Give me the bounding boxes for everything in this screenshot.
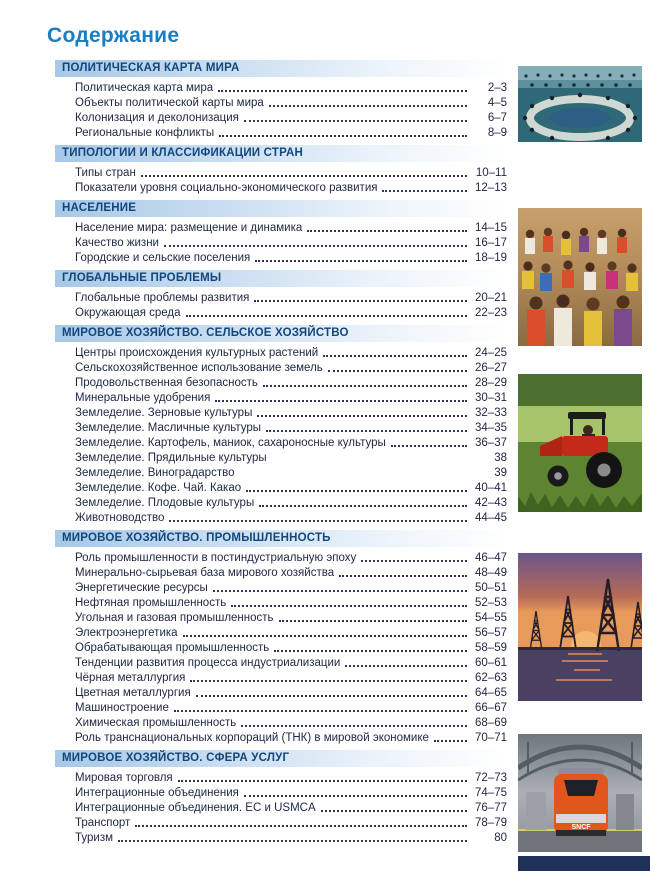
toc-entry-label: Земледелие. Плодовые культуры bbox=[75, 497, 255, 509]
toc-entry-pages: 12–13 bbox=[475, 182, 507, 194]
toc-entry bbox=[55, 360, 507, 375]
dot-leader bbox=[434, 740, 467, 742]
toc-entry-label: Колонизация и деколонизация bbox=[75, 112, 239, 124]
dot-leader bbox=[339, 575, 467, 577]
train-station-photo bbox=[518, 734, 642, 852]
toc-entry-label: Энергетические ресурсы bbox=[75, 582, 208, 594]
toc-entry-pages: 40–41 bbox=[475, 482, 507, 494]
dot-leader bbox=[279, 620, 467, 622]
dot-leader bbox=[141, 175, 467, 177]
toc-entry-label: Животноводство bbox=[75, 512, 165, 524]
toc-entry bbox=[55, 390, 507, 405]
toc-entry bbox=[55, 420, 507, 435]
dot-leader bbox=[183, 635, 467, 637]
toc-entry-pages: 6–7 bbox=[487, 112, 507, 124]
toc-entry bbox=[55, 815, 507, 830]
toc-entry bbox=[55, 610, 507, 625]
toc-entry-label: Типы стран bbox=[75, 167, 136, 179]
toc-entry-pages: 60–61 bbox=[475, 657, 507, 669]
toc-entry-pages: 20–21 bbox=[475, 292, 507, 304]
page-title: Содержание bbox=[47, 24, 180, 47]
toc-entry bbox=[55, 785, 507, 800]
train-logo: SNCF bbox=[571, 824, 591, 831]
toc-entry bbox=[55, 730, 507, 745]
toc-entry-pages: 44–45 bbox=[475, 512, 507, 524]
dot-leader bbox=[244, 120, 467, 122]
dot-leader bbox=[219, 135, 467, 137]
dot-leader bbox=[323, 355, 467, 357]
toc-entry-pages: 64–65 bbox=[475, 687, 507, 699]
toc-entry-pages: 54–55 bbox=[475, 612, 507, 624]
toc-entry bbox=[55, 685, 507, 700]
toc-entry-label: Центры происхождения культурных растений bbox=[75, 347, 319, 359]
toc-entry bbox=[55, 595, 507, 610]
toc-entry-label: Чёрная металлургия bbox=[75, 672, 186, 684]
section-header: МИРОВОЕ ХОЗЯЙСТВО. СФЕРА УСЛУГ bbox=[55, 750, 507, 767]
dot-leader bbox=[218, 90, 467, 92]
toc-entry-label: Земледелие. Кофе. Чай. Какао bbox=[75, 482, 242, 494]
footer-bar bbox=[518, 856, 650, 871]
toc-entry bbox=[55, 125, 507, 140]
toc-entry-pages: 16–17 bbox=[475, 237, 507, 249]
toc-entry bbox=[55, 235, 507, 250]
toc-entry-label: Мировая торговля bbox=[75, 772, 173, 784]
toc-entry-label: Туризм bbox=[75, 832, 113, 844]
dot-leader bbox=[169, 520, 467, 522]
toc-entry bbox=[55, 670, 507, 685]
toc-entry-pages: 62–63 bbox=[475, 672, 507, 684]
toc-entry-pages: 10–11 bbox=[475, 167, 507, 179]
toc-entry-pages: 24–25 bbox=[475, 347, 507, 359]
toc-entry bbox=[55, 180, 507, 195]
toc-entry-pages: 18–19 bbox=[475, 252, 507, 264]
toc-entry-pages: 56–57 bbox=[475, 627, 507, 639]
toc-entry-label: Качество жизни bbox=[75, 237, 159, 249]
toc-entry-pages: 70–71 bbox=[475, 732, 507, 744]
toc-entry-label: Обрабатывающая промышленность bbox=[75, 642, 270, 654]
dot-leader bbox=[263, 385, 467, 387]
section-header: ГЛОБАЛЬНЫЕ ПРОБЛЕМЫ bbox=[55, 270, 507, 287]
toc-entry-pages: 50–51 bbox=[475, 582, 507, 594]
section-header: МИРОВОЕ ХОЗЯЙСТВО. ПРОМЫШЛЕННОСТЬ bbox=[55, 530, 507, 547]
toc-entry-label: Показатели уровня социально-экономического развития bbox=[75, 182, 378, 194]
toc-entry-pages: 38 bbox=[494, 452, 507, 464]
toc-entry-label: Региональные конфликты bbox=[75, 127, 215, 139]
toc-entry-pages: 72–73 bbox=[475, 772, 507, 784]
toc-entry bbox=[55, 580, 507, 595]
toc-entry-label: Продовольственная безопасность bbox=[75, 377, 258, 389]
dot-leader bbox=[186, 315, 467, 317]
toc-entry-pages: 74–75 bbox=[475, 787, 507, 799]
dot-leader bbox=[241, 725, 467, 727]
toc-entry-pages: 32–33 bbox=[475, 407, 507, 419]
toc-entry-label: Городские и сельские поселения bbox=[75, 252, 251, 264]
dot-leader bbox=[391, 445, 467, 447]
toc-entry bbox=[55, 495, 507, 510]
toc-entry-pages: 2–3 bbox=[487, 82, 507, 94]
dot-leader bbox=[135, 825, 467, 827]
toc-entry bbox=[55, 345, 507, 360]
toc-entry-label: Окружающая среда bbox=[75, 307, 181, 319]
toc-entry-label: Роль транснациональных корпораций (ТНК) в мировой экономике bbox=[75, 732, 429, 744]
dot-leader bbox=[246, 490, 467, 492]
toc-entry bbox=[55, 480, 507, 495]
toc-entry bbox=[55, 510, 507, 525]
toc-entry-label: Машиностроение bbox=[75, 702, 169, 714]
toc-entry bbox=[55, 700, 507, 715]
toc-entry-pages: 52–53 bbox=[475, 597, 507, 609]
toc-entry bbox=[55, 95, 507, 110]
section-header: ПОЛИТИЧЕСКАЯ КАРТА МИРА bbox=[55, 60, 507, 77]
dot-leader bbox=[118, 840, 467, 842]
dot-leader bbox=[382, 190, 467, 192]
dot-leader bbox=[361, 560, 467, 562]
toc bbox=[55, 60, 507, 845]
dot-leader bbox=[215, 400, 467, 402]
toc-entry-pages: 58–59 bbox=[475, 642, 507, 654]
toc-entry-label: Химическая промышленность bbox=[75, 717, 237, 729]
toc-entry bbox=[55, 80, 507, 95]
toc-entry bbox=[55, 250, 507, 265]
toc-entry-pages: 22–23 bbox=[475, 307, 507, 319]
toc-entry-pages: 46–47 bbox=[475, 552, 507, 564]
toc-entry-label: Население мира: размещение и динамика bbox=[75, 222, 303, 234]
toc-entry bbox=[55, 770, 507, 785]
section-header: НАСЕЛЕНИЕ bbox=[55, 200, 507, 217]
toc-entry-label: Объекты политической карты мира bbox=[75, 97, 264, 109]
dot-leader bbox=[174, 710, 467, 712]
toc-entry bbox=[55, 450, 507, 465]
dot-leader bbox=[178, 780, 467, 782]
toc-entry bbox=[55, 290, 507, 305]
conference-hall-photo bbox=[518, 66, 642, 142]
dot-leader bbox=[307, 230, 467, 232]
toc-entry-label: Тенденции развития процесса индустриализации bbox=[75, 657, 341, 669]
dot-leader bbox=[244, 795, 467, 797]
section-header: ТИПОЛОГИИ И КЛАССИФИКАЦИИ СТРАН bbox=[55, 145, 507, 162]
toc-entry-label: Минерально-сырьевая база мирового хозяйства bbox=[75, 567, 335, 579]
toc-entry bbox=[55, 655, 507, 670]
toc-entry-pages: 8–9 bbox=[487, 127, 507, 139]
dot-leader bbox=[213, 590, 467, 592]
toc-entry-label: Транспорт bbox=[75, 817, 131, 829]
toc-entry-label: Земледелие. Прядильные культуры bbox=[75, 452, 267, 464]
dot-leader bbox=[257, 415, 467, 417]
dot-leader bbox=[164, 245, 467, 247]
toc-entry-pages: 34–35 bbox=[475, 422, 507, 434]
toc-entry bbox=[55, 800, 507, 815]
toc-entry-pages: 80 bbox=[494, 832, 507, 844]
toc-entry bbox=[55, 165, 507, 180]
toc-entry-pages: 39 bbox=[494, 467, 507, 479]
toc-entry-pages: 4–5 bbox=[487, 97, 507, 109]
toc-entry-pages: 26–27 bbox=[475, 362, 507, 374]
toc-entry-label: Земледелие. Картофель, маниок, сахароносные культуры bbox=[75, 437, 386, 449]
dot-leader bbox=[196, 695, 467, 697]
toc-entry-label: Земледелие. Зерновые культуры bbox=[75, 407, 253, 419]
toc-entry-label: Нефтяная промышленность bbox=[75, 597, 227, 609]
toc-entry bbox=[55, 220, 507, 235]
toc-entry-label: Интеграционные объединения. ЕС и USMCA bbox=[75, 802, 316, 814]
children-crowd-photo bbox=[518, 208, 642, 346]
toc-entry bbox=[55, 640, 507, 655]
oil-derricks-sunset-photo bbox=[518, 553, 642, 701]
toc-entry bbox=[55, 435, 507, 450]
toc-entry-pages: 76–77 bbox=[475, 802, 507, 814]
toc-entry-label: Роль промышленности в постиндустриальную эпоху bbox=[75, 552, 357, 564]
toc-entry-label: Земледелие. Масличные культуры bbox=[75, 422, 262, 434]
dot-leader bbox=[345, 665, 467, 667]
toc-entry bbox=[55, 715, 507, 730]
dot-leader bbox=[254, 300, 467, 302]
toc-entry bbox=[55, 830, 507, 845]
toc-entry-label: Сельскохозяйственное использование земель bbox=[75, 362, 323, 374]
dot-leader bbox=[255, 260, 467, 262]
toc-entry-label: Глобальные проблемы развития bbox=[75, 292, 250, 304]
dot-leader bbox=[269, 105, 467, 107]
dot-leader bbox=[266, 430, 467, 432]
toc-entry-pages: 68–69 bbox=[475, 717, 507, 729]
toc-entry-pages: 78–79 bbox=[475, 817, 507, 829]
toc-entry-pages: 48–49 bbox=[475, 567, 507, 579]
toc-entry bbox=[55, 405, 507, 420]
toc-entry-label: Электроэнергетика bbox=[75, 627, 178, 639]
dot-leader bbox=[259, 505, 467, 507]
toc-entry-label: Угольная и газовая промышленность bbox=[75, 612, 274, 624]
dot-leader bbox=[274, 650, 467, 652]
toc-entry bbox=[55, 550, 507, 565]
toc-entry-pages: 14–15 bbox=[475, 222, 507, 234]
toc-entry-pages: 36–37 bbox=[475, 437, 507, 449]
toc-entry bbox=[55, 375, 507, 390]
toc-entry-pages: 28–29 bbox=[475, 377, 507, 389]
toc-entry bbox=[55, 565, 507, 580]
toc-entry bbox=[55, 625, 507, 640]
toc-entry bbox=[55, 110, 507, 125]
section-header: МИРОВОЕ ХОЗЯЙСТВО. СЕЛЬСКОЕ ХОЗЯЙСТВО bbox=[55, 325, 507, 342]
toc-entry-pages: 30–31 bbox=[475, 392, 507, 404]
toc-entry-pages: 42–43 bbox=[475, 497, 507, 509]
toc-entry bbox=[55, 305, 507, 320]
toc-entry-label: Земледелие. Виноградарство bbox=[75, 467, 235, 479]
tractor-field-photo bbox=[518, 374, 642, 512]
dot-leader bbox=[231, 605, 467, 607]
dot-leader bbox=[328, 370, 467, 372]
toc-entry-pages: 66–67 bbox=[475, 702, 507, 714]
toc-entry-label: Политическая карта мира bbox=[75, 82, 214, 94]
dot-leader bbox=[321, 810, 467, 812]
dot-leader bbox=[190, 680, 467, 682]
toc-entry-label: Цветная металлургия bbox=[75, 687, 191, 699]
toc-entry bbox=[55, 465, 507, 480]
toc-entry-label: Минеральные удобрения bbox=[75, 392, 211, 404]
toc-entry-label: Интеграционные объединения bbox=[75, 787, 239, 799]
